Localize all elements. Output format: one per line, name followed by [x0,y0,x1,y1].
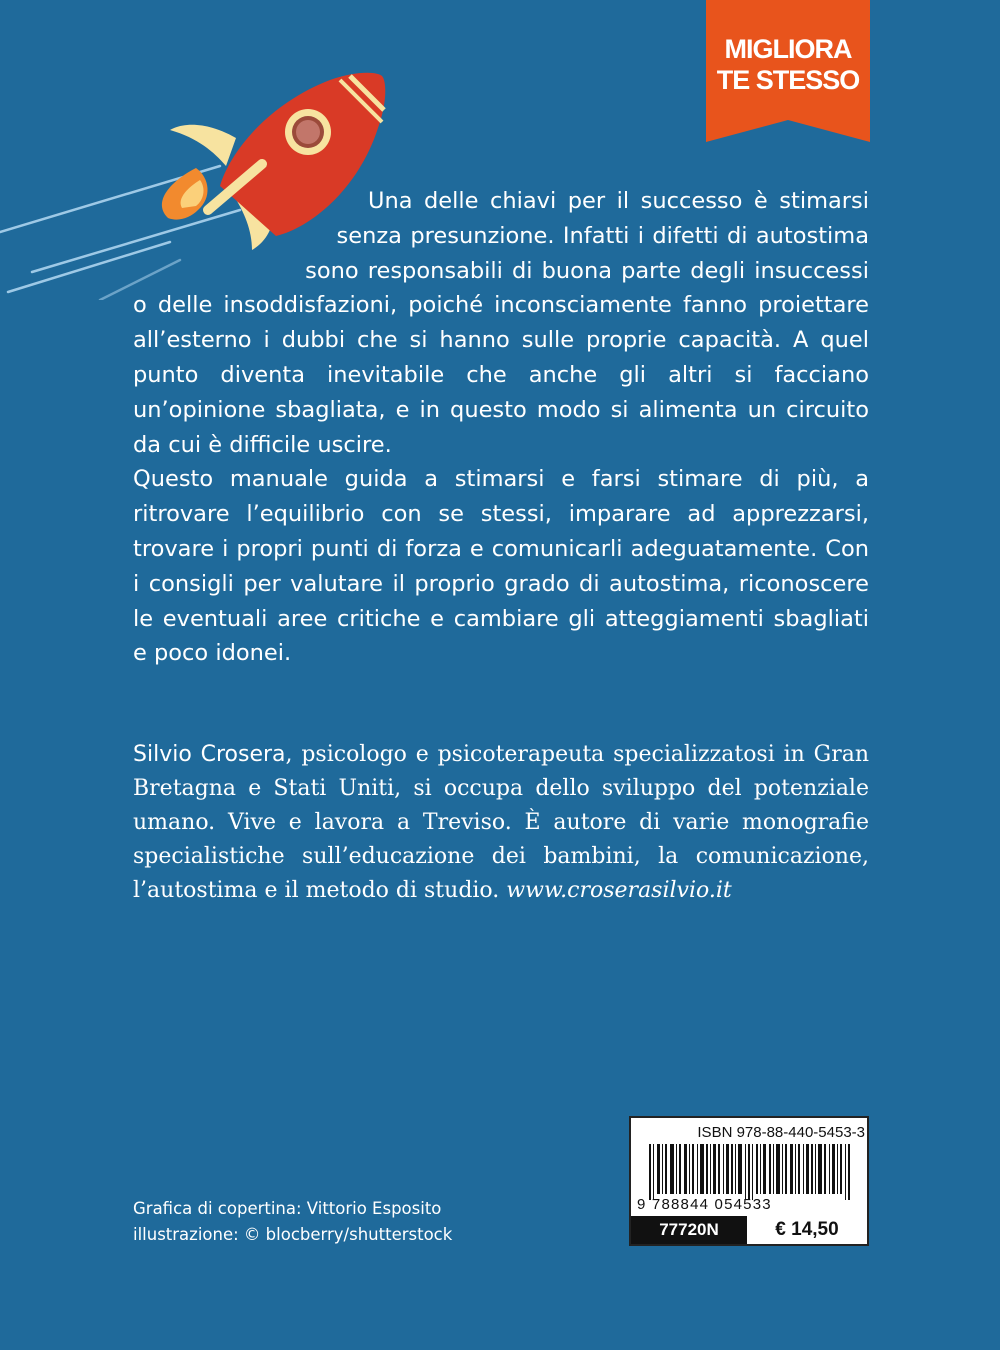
barcode-digits: 9 788844 054533 [637,1196,772,1213]
author-name: Silvio Crosera [133,742,286,767]
price-row [631,1216,867,1244]
badge-label [706,34,870,96]
credit-illustration: illustrazione: © blocberry/shutterstock [133,1225,453,1244]
author-website[interactable]: www.croserasilvio.it [506,878,732,903]
description-paragraph-1: Una delle chiavi per il successo è stimarsi senza presunzione. Infatti i difetti di autostima sono responsabili di buona parte degli insuccessi o delle insoddisfazioni, poiché inconsciamente fanno proiettare all’esterno i dubbi che si hanno sulle proprie capacità. A quel punto diventa inevitabile che anche gli altri si facciano un’opinione sbagliata, e in questo modo si alimenta un circuito da cui è difficile uscire. [133,188,869,458]
badge-line-2: TE STESSO [716,65,860,95]
isbn-label: ISBN 978-88-440-5453-3 [697,1124,865,1141]
cover-credits [133,1196,452,1248]
product-code: 77720N [631,1216,747,1244]
credit-cover-design: Grafica di copertina: Vittorio Esposito [133,1199,442,1218]
barcode-block [629,1116,869,1246]
author-bio [133,738,869,908]
author-bio-text: , psicologo e psicoterapeuta specializzatosi in Gran Bretagna e Stati Uniti, si occupa dello sviluppo del potenziale umano. Vive e lavora a Treviso. È autore di varie monografie specialistiche sull’educazione dei bambini, la comunicazione, l’autostima e il metodo di studio. [133,742,869,903]
price-label: € 14,50 [775,1219,839,1240]
book-description [133,184,869,671]
badge-line-1: MIGLIORA [724,34,852,64]
barcode-bars [639,1144,865,1200]
description-paragraph-2: Questo manuale guida a stimarsi e farsi stimare di più, a ritrovare l’equilibrio con se stessi, imparare ad apprezzarsi, trovare i propri punti di forza e comunicarli adeguatamente. Con i consigli per valutare il proprio grado di autostima, riconoscere le eventuali aree critiche e cambiare gli atteggiamenti sbagliati e poco idonei. [133,466,869,667]
